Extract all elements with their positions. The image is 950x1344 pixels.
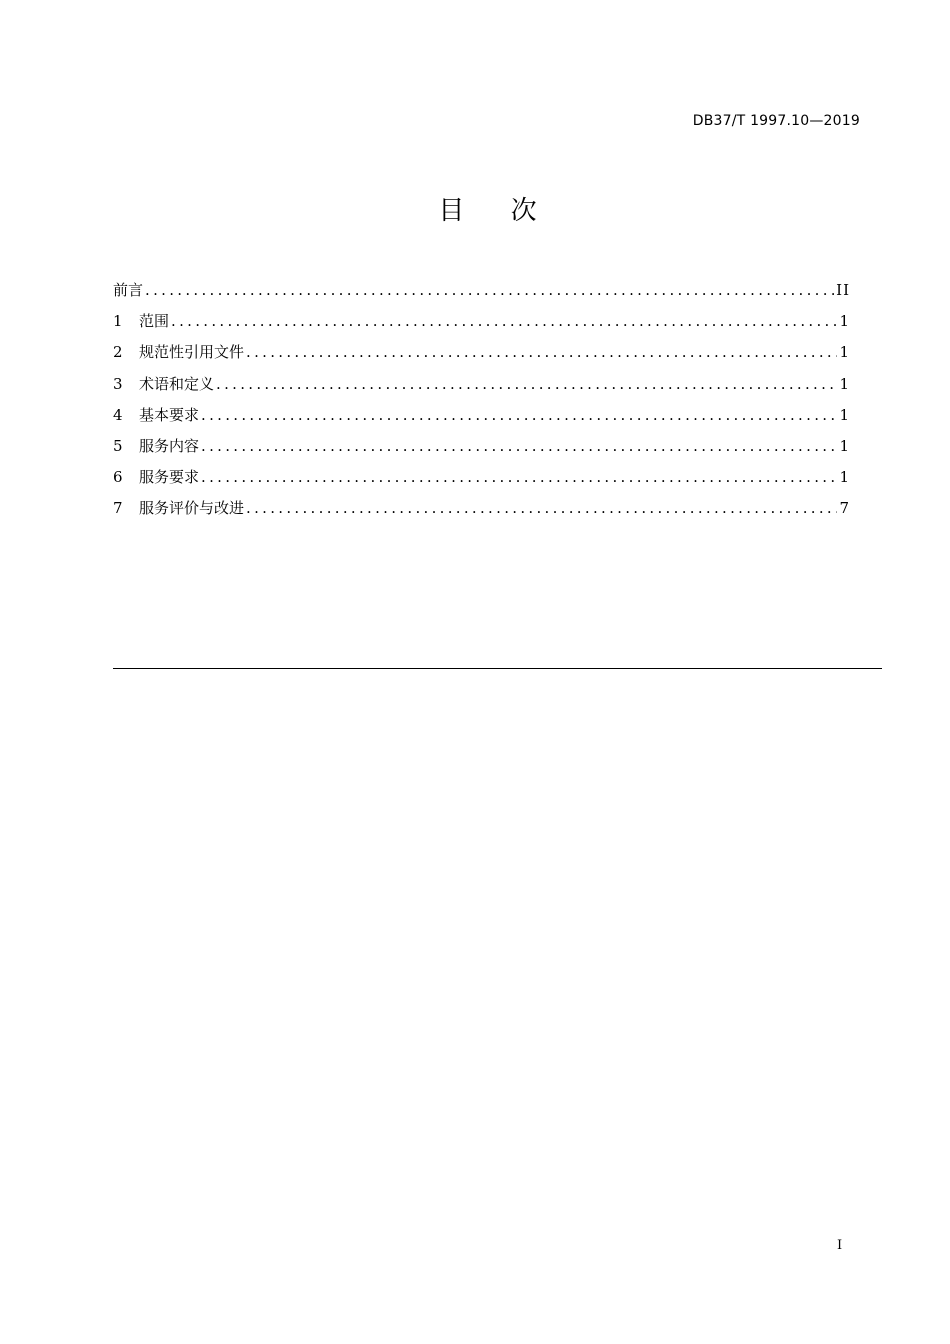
toc-entry-page: 7 xyxy=(839,499,850,518)
toc-entry-basic-requirements[interactable] xyxy=(113,403,850,434)
toc-entry-label: 规范性引用文件 xyxy=(139,343,245,362)
toc-dot-leader xyxy=(145,278,834,302)
toc-entry-page: 1 xyxy=(839,405,850,424)
toc-entry-label: 服务内容 xyxy=(139,436,200,455)
toc-entry-label: 术语和定义 xyxy=(139,374,215,393)
toc-entry-number: 6 xyxy=(113,468,123,487)
document-code: DB37/T 1997.10—2019 xyxy=(692,113,860,129)
toc-entry-label: 范围 xyxy=(139,312,170,331)
toc-dot-leader xyxy=(201,403,837,427)
toc-entry-label: 基本要求 xyxy=(139,405,200,424)
toc-entry-service-requirements[interactable] xyxy=(113,465,850,496)
toc-entry-label: 服务要求 xyxy=(139,468,200,487)
toc-entry-number: 7 xyxy=(113,499,123,518)
toc-entry-label: 服务评价与改进 xyxy=(139,499,245,518)
horizontal-rule xyxy=(113,668,882,669)
toc-entry-number: 3 xyxy=(113,374,123,393)
toc-entry-scope[interactable] xyxy=(113,309,850,340)
toc-entry-page: 1 xyxy=(839,374,850,393)
page-number: I xyxy=(837,1238,843,1253)
toc-entry-page: 1 xyxy=(839,343,850,362)
toc-entry-page: 1 xyxy=(839,468,850,487)
toc-dot-leader xyxy=(216,372,837,396)
toc-entry-number: 5 xyxy=(113,436,123,455)
toc-dot-leader xyxy=(201,434,837,458)
toc-dot-leader xyxy=(246,496,837,520)
toc-entry-service-content[interactable] xyxy=(113,434,850,465)
toc-entry-normative-references[interactable] xyxy=(113,340,850,371)
toc-entry-number: 4 xyxy=(113,405,123,424)
toc-entry-page: 1 xyxy=(839,312,850,331)
table-of-contents xyxy=(113,278,850,528)
toc-entry-number: 1 xyxy=(113,312,123,331)
page-title: 目 次 xyxy=(438,196,537,226)
toc-entry-number: 2 xyxy=(113,343,123,362)
toc-entry-terms-definitions[interactable] xyxy=(113,372,850,403)
toc-dot-leader xyxy=(171,309,837,333)
toc-entry-label: 前言 xyxy=(113,281,144,299)
toc-entry-foreword[interactable] xyxy=(113,278,850,309)
toc-entry-page: II xyxy=(836,281,850,299)
toc-dot-leader xyxy=(246,340,837,364)
toc-dot-leader xyxy=(201,465,837,489)
toc-entry-page: 1 xyxy=(839,436,850,455)
toc-entry-service-evaluation[interactable] xyxy=(113,496,850,527)
